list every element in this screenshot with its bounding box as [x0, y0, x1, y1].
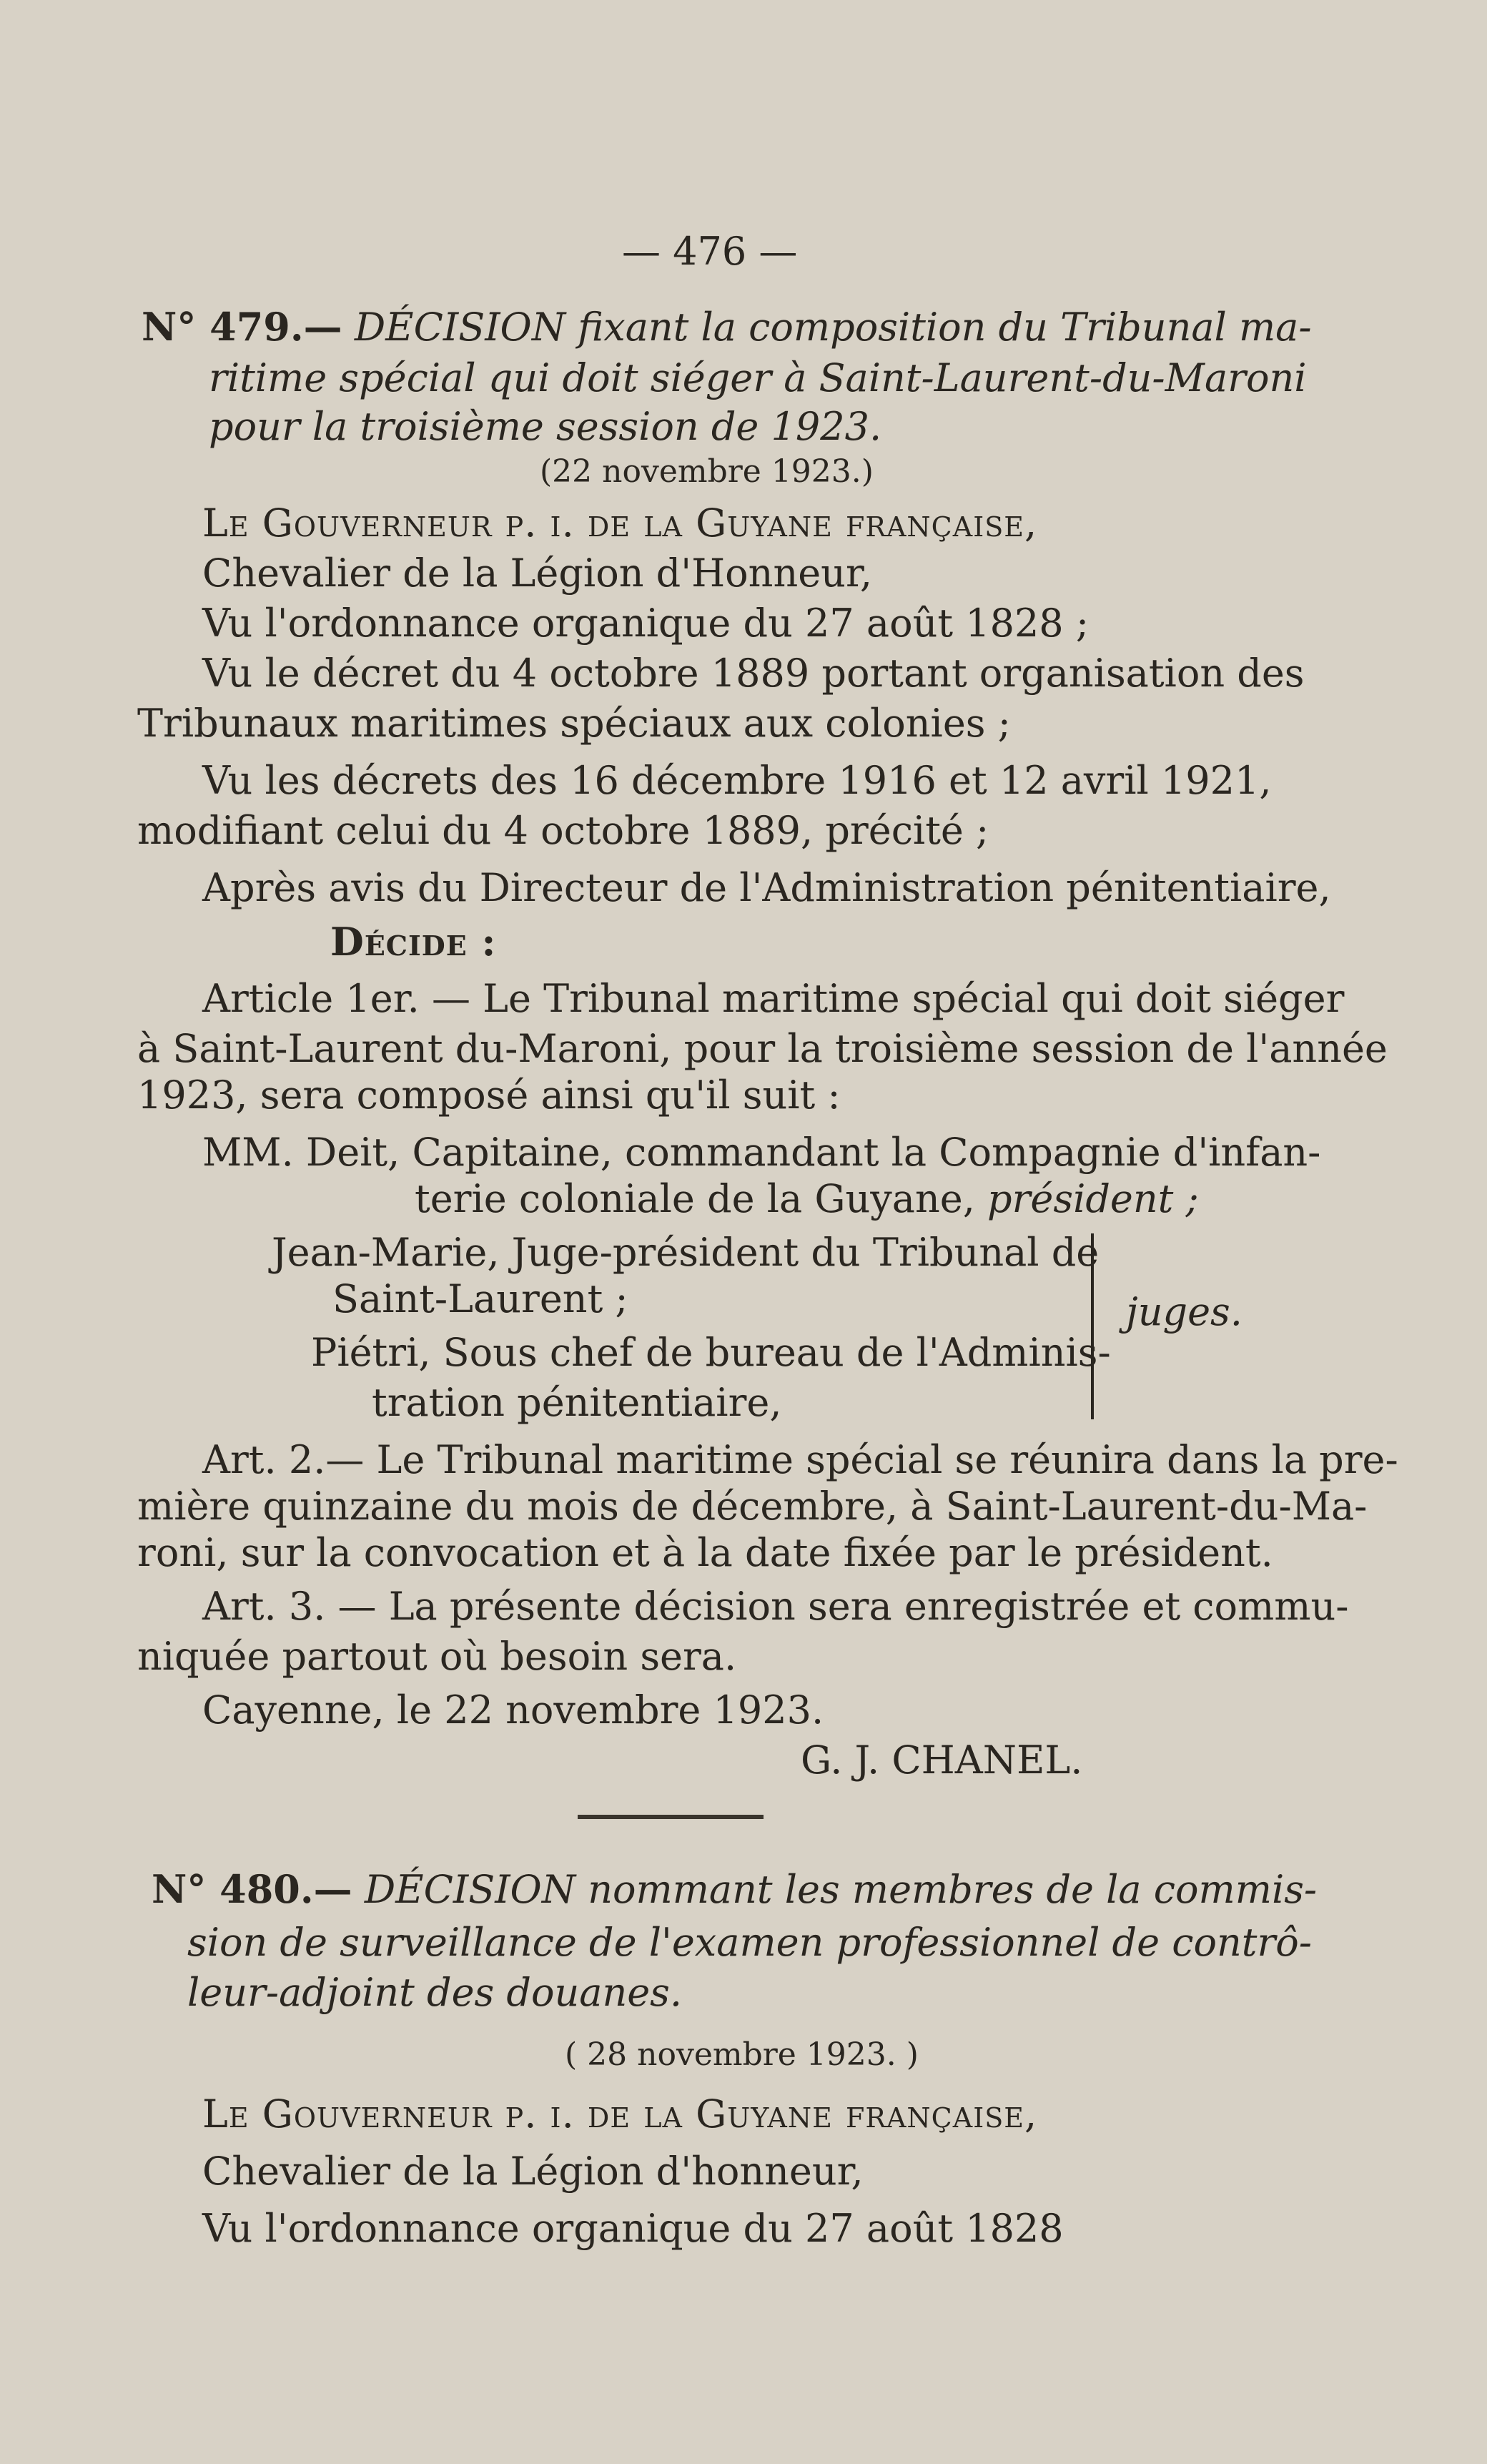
article-1-line-1: Article 1er. — Le Tribunal maritime spécial qui doit siéger: [202, 976, 1345, 1021]
juges-label: juges.: [1126, 1289, 1243, 1334]
decision-479-title-line-1: DÉCISION fixant la composition du Tribunal ma-: [354, 305, 1312, 350]
decision-479-vu-decret-l2: Tribunaux maritimes spéciaux aux colonies ;: [137, 701, 1011, 746]
decision-479-vu-decret-l1: Vu le décret du 4 octobre 1889 portant organisation des: [202, 651, 1305, 696]
page-number: — 476 —: [622, 229, 798, 274]
member-jean-marie-line-2: Saint-Laurent ;: [332, 1276, 628, 1321]
decision-479-decide: Décide :: [330, 919, 497, 965]
decision-480-title-line-3: leur-adjoint des douanes.: [187, 1970, 683, 2015]
article-3-line-2: niquée partout où besoin sera.: [137, 1634, 737, 1679]
decision-480-governor: Le Gouverneur p. i. de la Guyane française,: [202, 2091, 1038, 2137]
article-1-line-2: à Saint-Laurent du-Maroni, pour la troisième session de l'année: [137, 1026, 1388, 1071]
member-jean-marie-line-1: Jean-Marie, Juge-président du Tribunal de: [272, 1230, 1100, 1275]
decision-480-title: [152, 1866, 1318, 1912]
decision-480-date: ( 28 novembre 1923. ): [565, 2036, 919, 2073]
decision-480-title-line-1: DÉCISION nommant les membres de la commis-: [364, 1867, 1318, 1912]
section-divider: [578, 1815, 764, 1819]
member-deit-role: président ;: [987, 1176, 1199, 1221]
article-3-line-1: Art. 3. — La présente décision sera enregistrée et commu-: [202, 1584, 1349, 1629]
signature: G. J. CHANEL.: [801, 1738, 1083, 1783]
member-deit-description: terie coloniale de la Guyane,: [415, 1176, 975, 1221]
member-pietri-line-2: tration pénitentiaire,: [372, 1380, 782, 1425]
decision-479-title: [142, 304, 1312, 350]
decision-479-title-line-2: ritime spécial qui doit siéger à Saint-Laurent-du-Maroni: [209, 355, 1307, 400]
decision-480-vu-ordonnance: Vu l'ordonnance organique du 27 août 1828: [202, 2206, 1064, 2251]
decision-479-governor: Le Gouverneur p. i. de la Guyane française,: [202, 501, 1038, 546]
decision-479-title-line-3: pour la troisième session de 1923.: [209, 404, 882, 449]
decision-479-date: (22 novembre 1923.): [540, 453, 874, 490]
article-2-line-2: mière quinzaine du mois de décembre, à Saint-Laurent-du-Ma-: [137, 1484, 1368, 1529]
decision-479-vu-decrets-l1: Vu les décrets des 16 décembre 1916 et 12 avril 1921,: [202, 758, 1272, 803]
decision-480-title-line-2: sion de surveillance de l'examen professionnel de contrô-: [187, 1920, 1313, 1965]
decision-479-chevalier: Chevalier de la Légion d'Honneur,: [202, 551, 873, 596]
article-1-line-3: 1923, sera composé ainsi qu'il suit :: [137, 1073, 841, 1118]
article-2-line-3: roni, sur la convocation et à la date fixée par le président.: [137, 1530, 1273, 1575]
member-deit-line-2: [415, 1176, 1199, 1221]
decision-479-vu-ordonnance: Vu l'ordonnance organique du 27 août 1828 ;: [202, 601, 1090, 646]
juges-brace: [1091, 1233, 1104, 1419]
decision-480-number: N° 480.—: [152, 1866, 352, 1912]
decision-479-number: N° 479.—: [142, 304, 342, 350]
decision-480-chevalier: Chevalier de la Légion d'honneur,: [202, 2149, 864, 2194]
member-deit-line-1: MM. Deit, Capitaine, commandant la Compagnie d'infan-: [202, 1130, 1321, 1175]
decision-479-apres-avis: Après avis du Directeur de l'Administration pénitentiaire,: [202, 865, 1331, 910]
member-pietri-line-1: Piétri, Sous chef de bureau de l'Adminis-: [311, 1330, 1111, 1375]
article-2-line-1: Art. 2.— Le Tribunal maritime spécial se réunira dans la pre-: [202, 1437, 1398, 1482]
place-date: Cayenne, le 22 novembre 1923.: [202, 1687, 824, 1733]
decision-479-vu-decrets-l2: modifiant celui du 4 octobre 1889, précité ;: [137, 808, 989, 853]
